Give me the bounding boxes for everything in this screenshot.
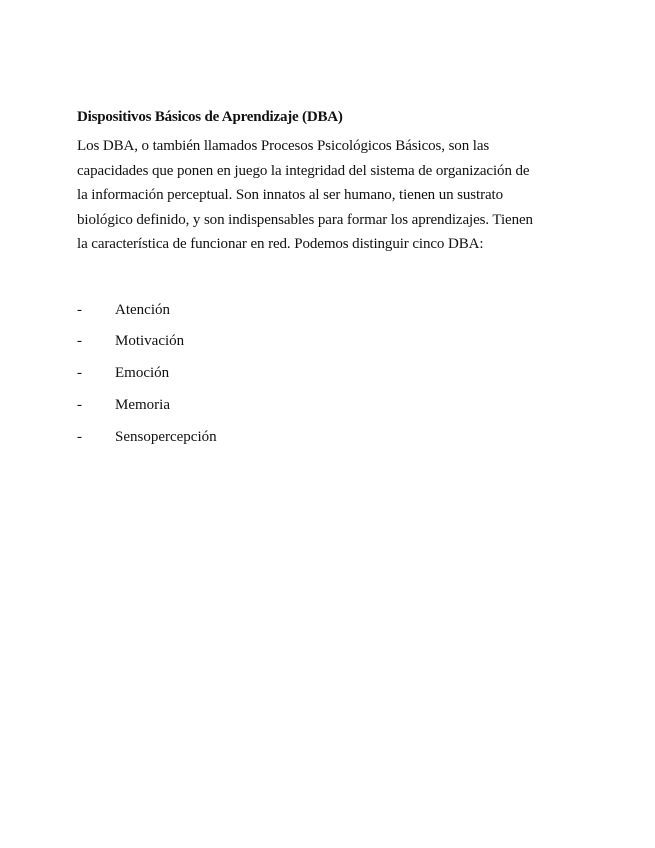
list-item	[77, 358, 597, 390]
list-item-label: Atención	[115, 301, 170, 318]
document-page	[77, 106, 597, 453]
list-bullet: -	[77, 396, 82, 413]
paragraph-line: Los DBA, o también llamados Procesos Psicológicos Básicos, son las	[77, 138, 490, 154]
paragraph-line: biológico definido, y son indispensables para formar los aprendizajes. Tienen	[77, 211, 533, 228]
paragraph-line: capacidades que ponen en juego la integridad del sistema de organización de	[77, 162, 530, 179]
list-item	[77, 422, 597, 454]
list-bullet: -	[77, 301, 82, 318]
list-bullet: -	[77, 365, 82, 382]
list-bullet: -	[77, 333, 82, 350]
list-item-label: Emoción	[115, 365, 170, 382]
paragraph-line: la información perceptual. Son innatos al ser humano, tienen un sustrato	[77, 187, 504, 203]
paragraph-line: la característica de funcionar en red. Podemos distinguir cinco DBA:	[77, 236, 484, 252]
list-item	[77, 295, 597, 327]
list-item-label: Memoria	[115, 396, 170, 413]
list-item	[77, 390, 597, 422]
list-bullet: -	[77, 428, 82, 445]
dba-list	[77, 295, 597, 454]
list-item-label: Motivación	[115, 333, 185, 350]
list-item-label: Sensopercepción	[115, 428, 217, 445]
intro-paragraph	[77, 134, 597, 257]
list-item	[77, 326, 597, 358]
document-title: Dispositivos Básicos de Aprendizaje (DBA)	[77, 109, 343, 125]
